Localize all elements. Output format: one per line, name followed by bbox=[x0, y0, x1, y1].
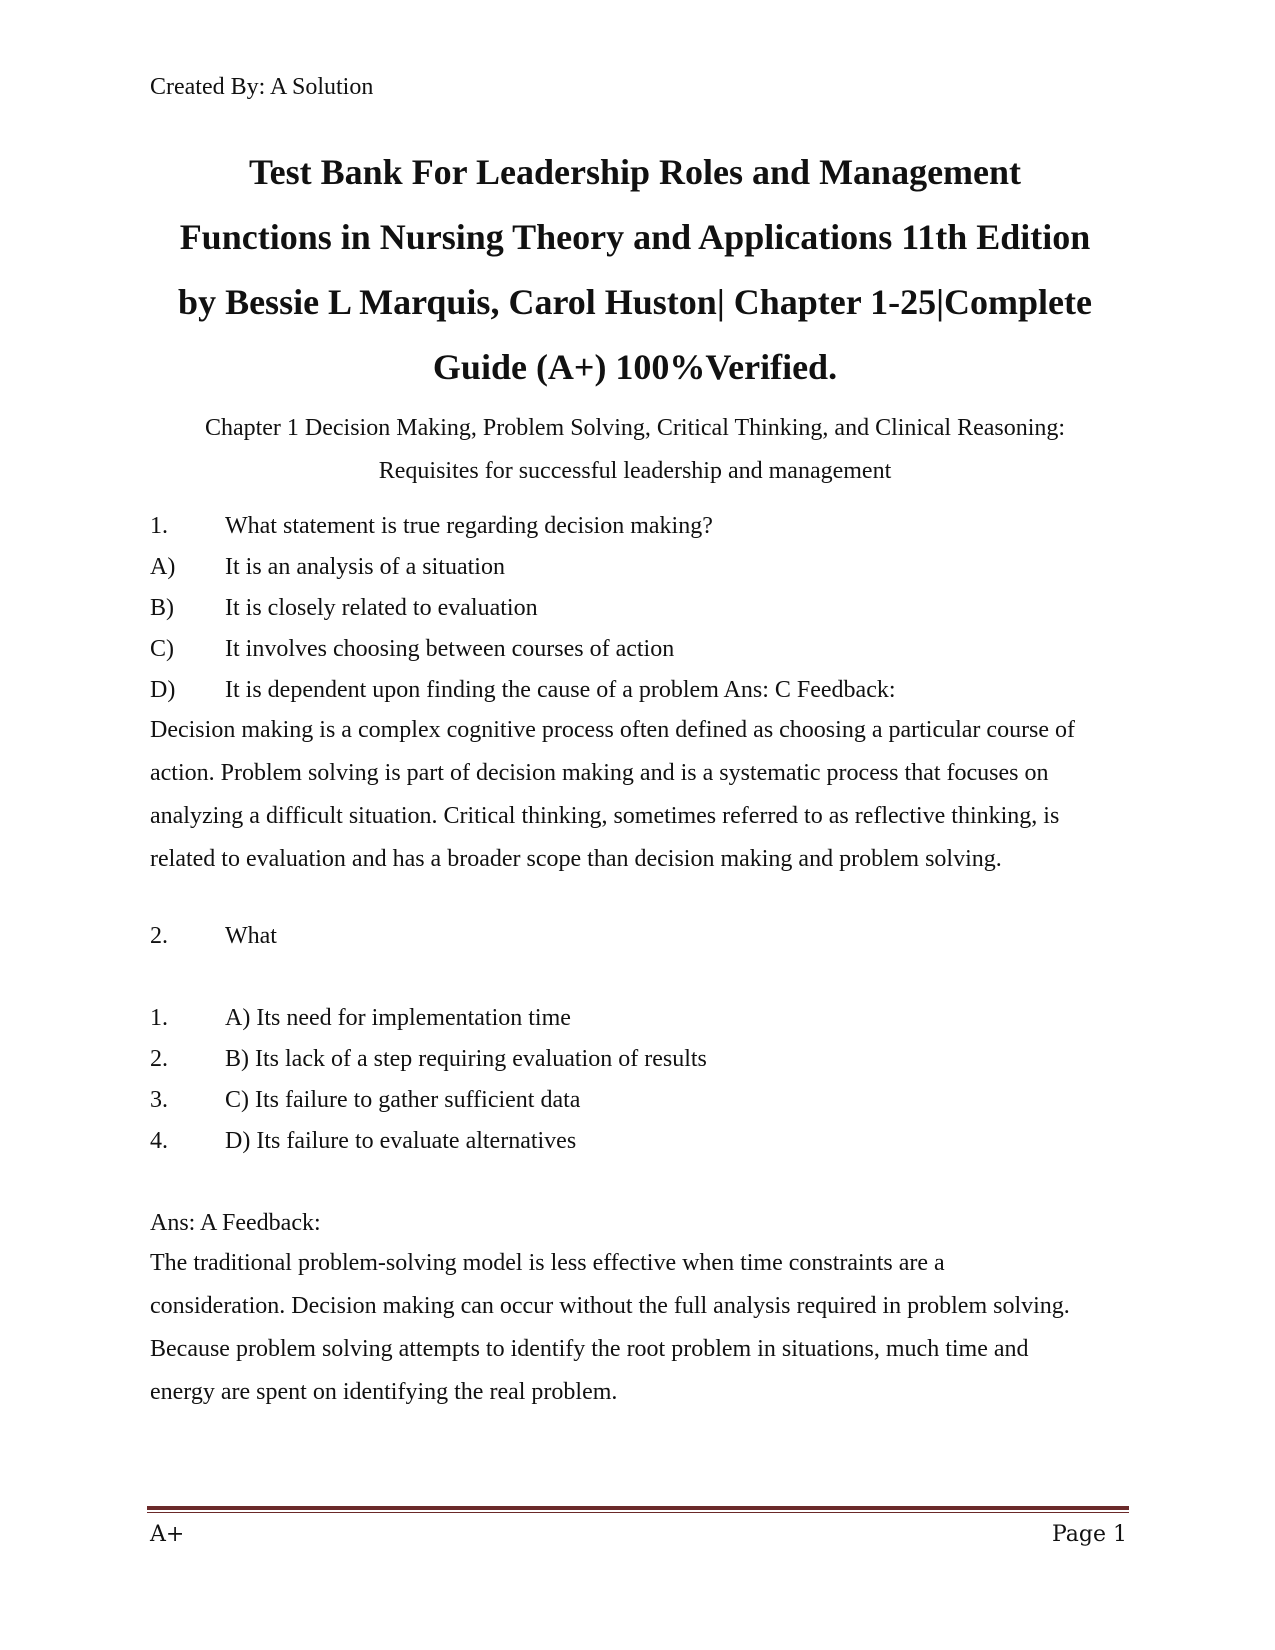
option-text: It is closely related to evaluation bbox=[225, 595, 538, 621]
chapter-heading-line: Chapter 1 Decision Making, Problem Solving, Critical Thinking, and Clinical Reasoning: bbox=[204, 415, 1066, 441]
answer-choice-2 bbox=[150, 1044, 707, 1074]
option-text: D) Its failure to evaluate alternatives bbox=[225, 1128, 577, 1154]
option-d bbox=[150, 675, 896, 705]
option-label: 4. bbox=[150, 1128, 168, 1154]
option-label: 1. bbox=[150, 1005, 168, 1031]
chapter-heading-line: Requisites for successful leadership and management bbox=[378, 458, 892, 484]
created-by-header: Created By: A Solution bbox=[150, 74, 374, 100]
answer-choice-4 bbox=[150, 1126, 576, 1156]
question-text: What statement is true regarding decision making? bbox=[225, 513, 713, 539]
option-text: A) Its need for implementation time bbox=[225, 1005, 571, 1031]
feedback-line: Decision making is a complex cognitive process often defined as choosing a particular course of bbox=[150, 717, 1076, 743]
option-b bbox=[150, 593, 538, 623]
question-2 bbox=[150, 921, 277, 951]
footer-grade: A+ bbox=[150, 1522, 185, 1547]
chapter-heading bbox=[140, 407, 1130, 493]
option-label: B) bbox=[150, 595, 174, 621]
option-text: B) Its lack of a step requiring evaluation of results bbox=[225, 1046, 707, 1072]
question-text: What bbox=[225, 923, 277, 949]
option-label: 3. bbox=[150, 1087, 168, 1113]
option-text: C) Its failure to gather sufficient data bbox=[225, 1087, 581, 1113]
option-text: It is an analysis of a situation bbox=[225, 554, 505, 580]
option-label: D) bbox=[150, 677, 176, 703]
footer-divider bbox=[147, 1506, 1129, 1513]
title-line: Test Bank For Leadership Roles and Management bbox=[248, 152, 1022, 192]
feedback-line: energy are spent on identifying the real problem. bbox=[150, 1379, 618, 1405]
option-text: It is dependent upon finding the cause of a problem Ans: C Feedback: bbox=[225, 677, 896, 703]
document-title bbox=[140, 140, 1130, 400]
feedback-line: consideration. Decision making can occur without the full analysis required in problem solving. bbox=[150, 1293, 1070, 1319]
feedback-line: related to evaluation and has a broader scope than decision making and problem solving. bbox=[150, 846, 1002, 872]
question-number: 1. bbox=[150, 513, 168, 539]
option-label: 2. bbox=[150, 1046, 168, 1072]
title-line: Functions in Nursing Theory and Applications 11th Edition bbox=[179, 217, 1091, 257]
option-a bbox=[150, 552, 505, 582]
option-label: C) bbox=[150, 636, 174, 662]
question-2-answer: Ans: A Feedback: bbox=[150, 1210, 321, 1236]
page-number: Page 1 bbox=[1051, 1522, 1127, 1547]
question-2-feedback bbox=[150, 1242, 1130, 1414]
feedback-line: The traditional problem-solving model is less effective when time constraints are a bbox=[150, 1250, 945, 1276]
question-1-feedback bbox=[150, 709, 1130, 881]
option-c bbox=[150, 634, 674, 664]
question-1 bbox=[150, 511, 713, 541]
feedback-line: action. Problem solving is part of decision making and is a systematic process that focuses on bbox=[150, 760, 1049, 786]
title-line: by Bessie L Marquis, Carol Huston| Chapter 1-25|Complete bbox=[178, 282, 1092, 322]
title-line: Guide (A+) 100%Verified. bbox=[432, 347, 838, 387]
option-text: It involves choosing between courses of action bbox=[225, 636, 675, 662]
answer-choice-1 bbox=[150, 1003, 571, 1033]
feedback-line: Because problem solving attempts to identify the root problem in situations, much time and bbox=[150, 1336, 1029, 1362]
feedback-line: analyzing a difficult situation. Critical thinking, sometimes referred to as reflective thinking, is bbox=[150, 803, 1060, 829]
question-number: 2. bbox=[150, 923, 168, 949]
option-label: A) bbox=[150, 554, 176, 580]
answer-choice-3 bbox=[150, 1085, 580, 1115]
